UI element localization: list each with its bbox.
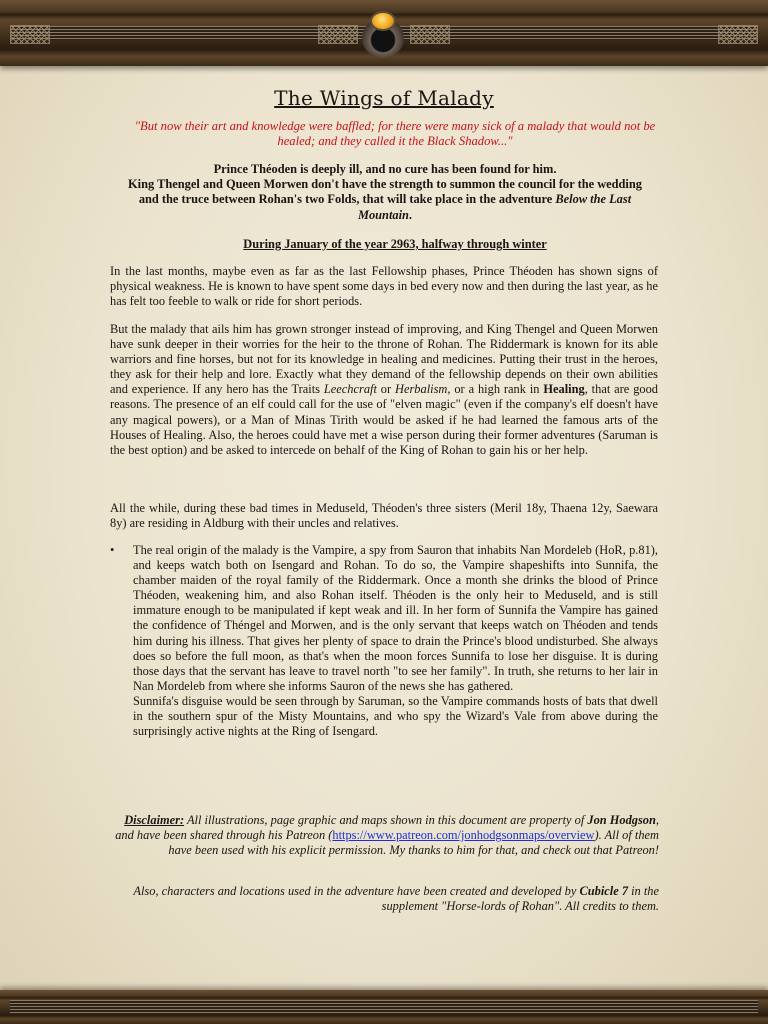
footer-banner [0, 990, 768, 1024]
publisher-name: Cubicle 7 [579, 884, 629, 898]
intro-summary [120, 162, 650, 223]
disclaimer-text: ). All of them have been used with his explicit permission. My thanks to him for that, and check out that Patreon! [168, 828, 659, 858]
p2-text: , or a high rank in [447, 382, 544, 397]
paragraph-3: All the while, during these bad times in Meduseld, Théoden's three sisters (Meril 18y, Thaena 12y, Saewara 8y) are residing in Aldburg with their uncles and relatives. [110, 501, 658, 531]
intro-line-2: King Thengel and Queen Morwen don't have the strength to summon the council for the wedding and the truce between Rohan's two Folds, that will take place in the adventure [128, 177, 642, 207]
p2-text: But the malady that ails him has grown stronger instead of improving, and King Thengel and Queen Morwen have sunk deeper in their worries for the heir to the throne of Rohan. The Riddermark is known for its able warriors and fine horses, but not for its knowledge in healing and medicines. Putting their trust in the heroes, they ask for their help and lore. Exactly what they demand of the fellowship depends on their own abilities and experience. If any hero has the Traits [110, 322, 658, 397]
credits-text: in the supplement "Horse-lords of Rohan". All credits to them. [381, 884, 659, 914]
p2-text: , that are good reasons. The presence of an elf could call for the use of "elven magic" (even if the company's elf doesn't have any magical powers), or a Man of Minas Tirith would be asked if he had learned the famous arts of the Houses of Healing. Also, the heroes could have met a wise person during their former adventures (Saruman is the best option) and be asked to intercede on behalf of the King of Rohan to gain his or her help. [110, 382, 658, 457]
credits [110, 884, 659, 914]
skill-healing: Healing [543, 382, 585, 397]
intro-line-1: Prince Théoden is deeply ill, and no cure has been found for him. [213, 162, 557, 176]
p2-or: or [376, 382, 396, 397]
credits-text: Also, characters and locations used in the adventure have been created and developed by [133, 884, 580, 898]
trait-herbalism: Herbalism [395, 382, 448, 397]
patreon-link[interactable]: https://www.patreon.com/jonhodgsonmaps/overview [332, 828, 595, 843]
paragraph-2 [110, 322, 658, 458]
page-title: The Wings of Malady [274, 86, 494, 110]
date-heading: During January of the year 2963, halfway through winter [243, 237, 547, 251]
header-banner [0, 0, 768, 66]
artist-name: Jon Hodgson [587, 813, 656, 827]
adventure-name: Below the Last Mountain [357, 192, 632, 222]
disclaimer-text: All illustrations, page graphic and maps shown in this document are property of [184, 813, 588, 827]
bullet-item [110, 543, 658, 739]
celtic-knot-icon [10, 25, 50, 44]
banner-stripe [10, 1000, 758, 1014]
bullet-marker: • [110, 543, 115, 557]
celtic-knot-icon [318, 25, 358, 44]
intro-end: . [408, 207, 413, 222]
disclaimer-label: Disclaimer: [124, 813, 185, 827]
celtic-knot-icon [718, 25, 758, 44]
disclaimer [110, 813, 659, 859]
bullet-text-2: Sunnifa's disguise would be seen through by Saruman, so the Vampire commands hosts of bats that dwell in the southern spur of the Misty Mountains, and who spy the Wizard's Vale from above during the surprisingly active nights at the Ring of Isengard. [133, 693, 658, 739]
paragraph-1: In the last months, maybe even as far as the last Fellowship phases, Prince Théoden has shown signs of physical weakness. He is known to have spent some days in bed every now and then during the last year, as he has felt too feeble to walk or ride for short periods. [110, 264, 658, 309]
bullet-text-1: The real origin of the malady is the Vampire, a spy from Sauron that inhabits Nan Mordeleb (HoR, p.81), and keeps watch both on Isengard and Rohan. To do so, the Vampire shapeshifts into Sunnifa, the chamber maiden of the royal family of the Riddermark. Once a month she drinks the blood of Prince Théoden, weakening him, and also Rohan itself. Théoden is the only heir to Meduseld, and is still immature enough to be manipulated if kept weak and ill. In her form of Sunnifa the Vampire has gained the confidence of Théngel and Morwen, and is the only servant that keeps watch on Théoden and tends him during his illness. That gives her plenty of space to drain the Prince's blood undisturbed. She always does so before the full moon, as that's when the moon forces Sunnifa to lose her disguise. It is during those days that the servant has leave to travel north "to see her family". In truth, she returns to her lair in Nan Mordeleb from where she informs Sauron of the news she has gathered. [133, 543, 658, 693]
celtic-knot-icon [410, 25, 450, 44]
disclaimer-text: , and have been shared through his Patreon ( [115, 813, 659, 843]
epigraph-quote: "But now their art and knowledge were baffled; for there were many sick of a malady that would not be healed; and they called it the Black Shadow..." [134, 119, 656, 148]
trait-leechcraft: Leechcraft [323, 382, 377, 397]
gem-icon [372, 13, 394, 29]
